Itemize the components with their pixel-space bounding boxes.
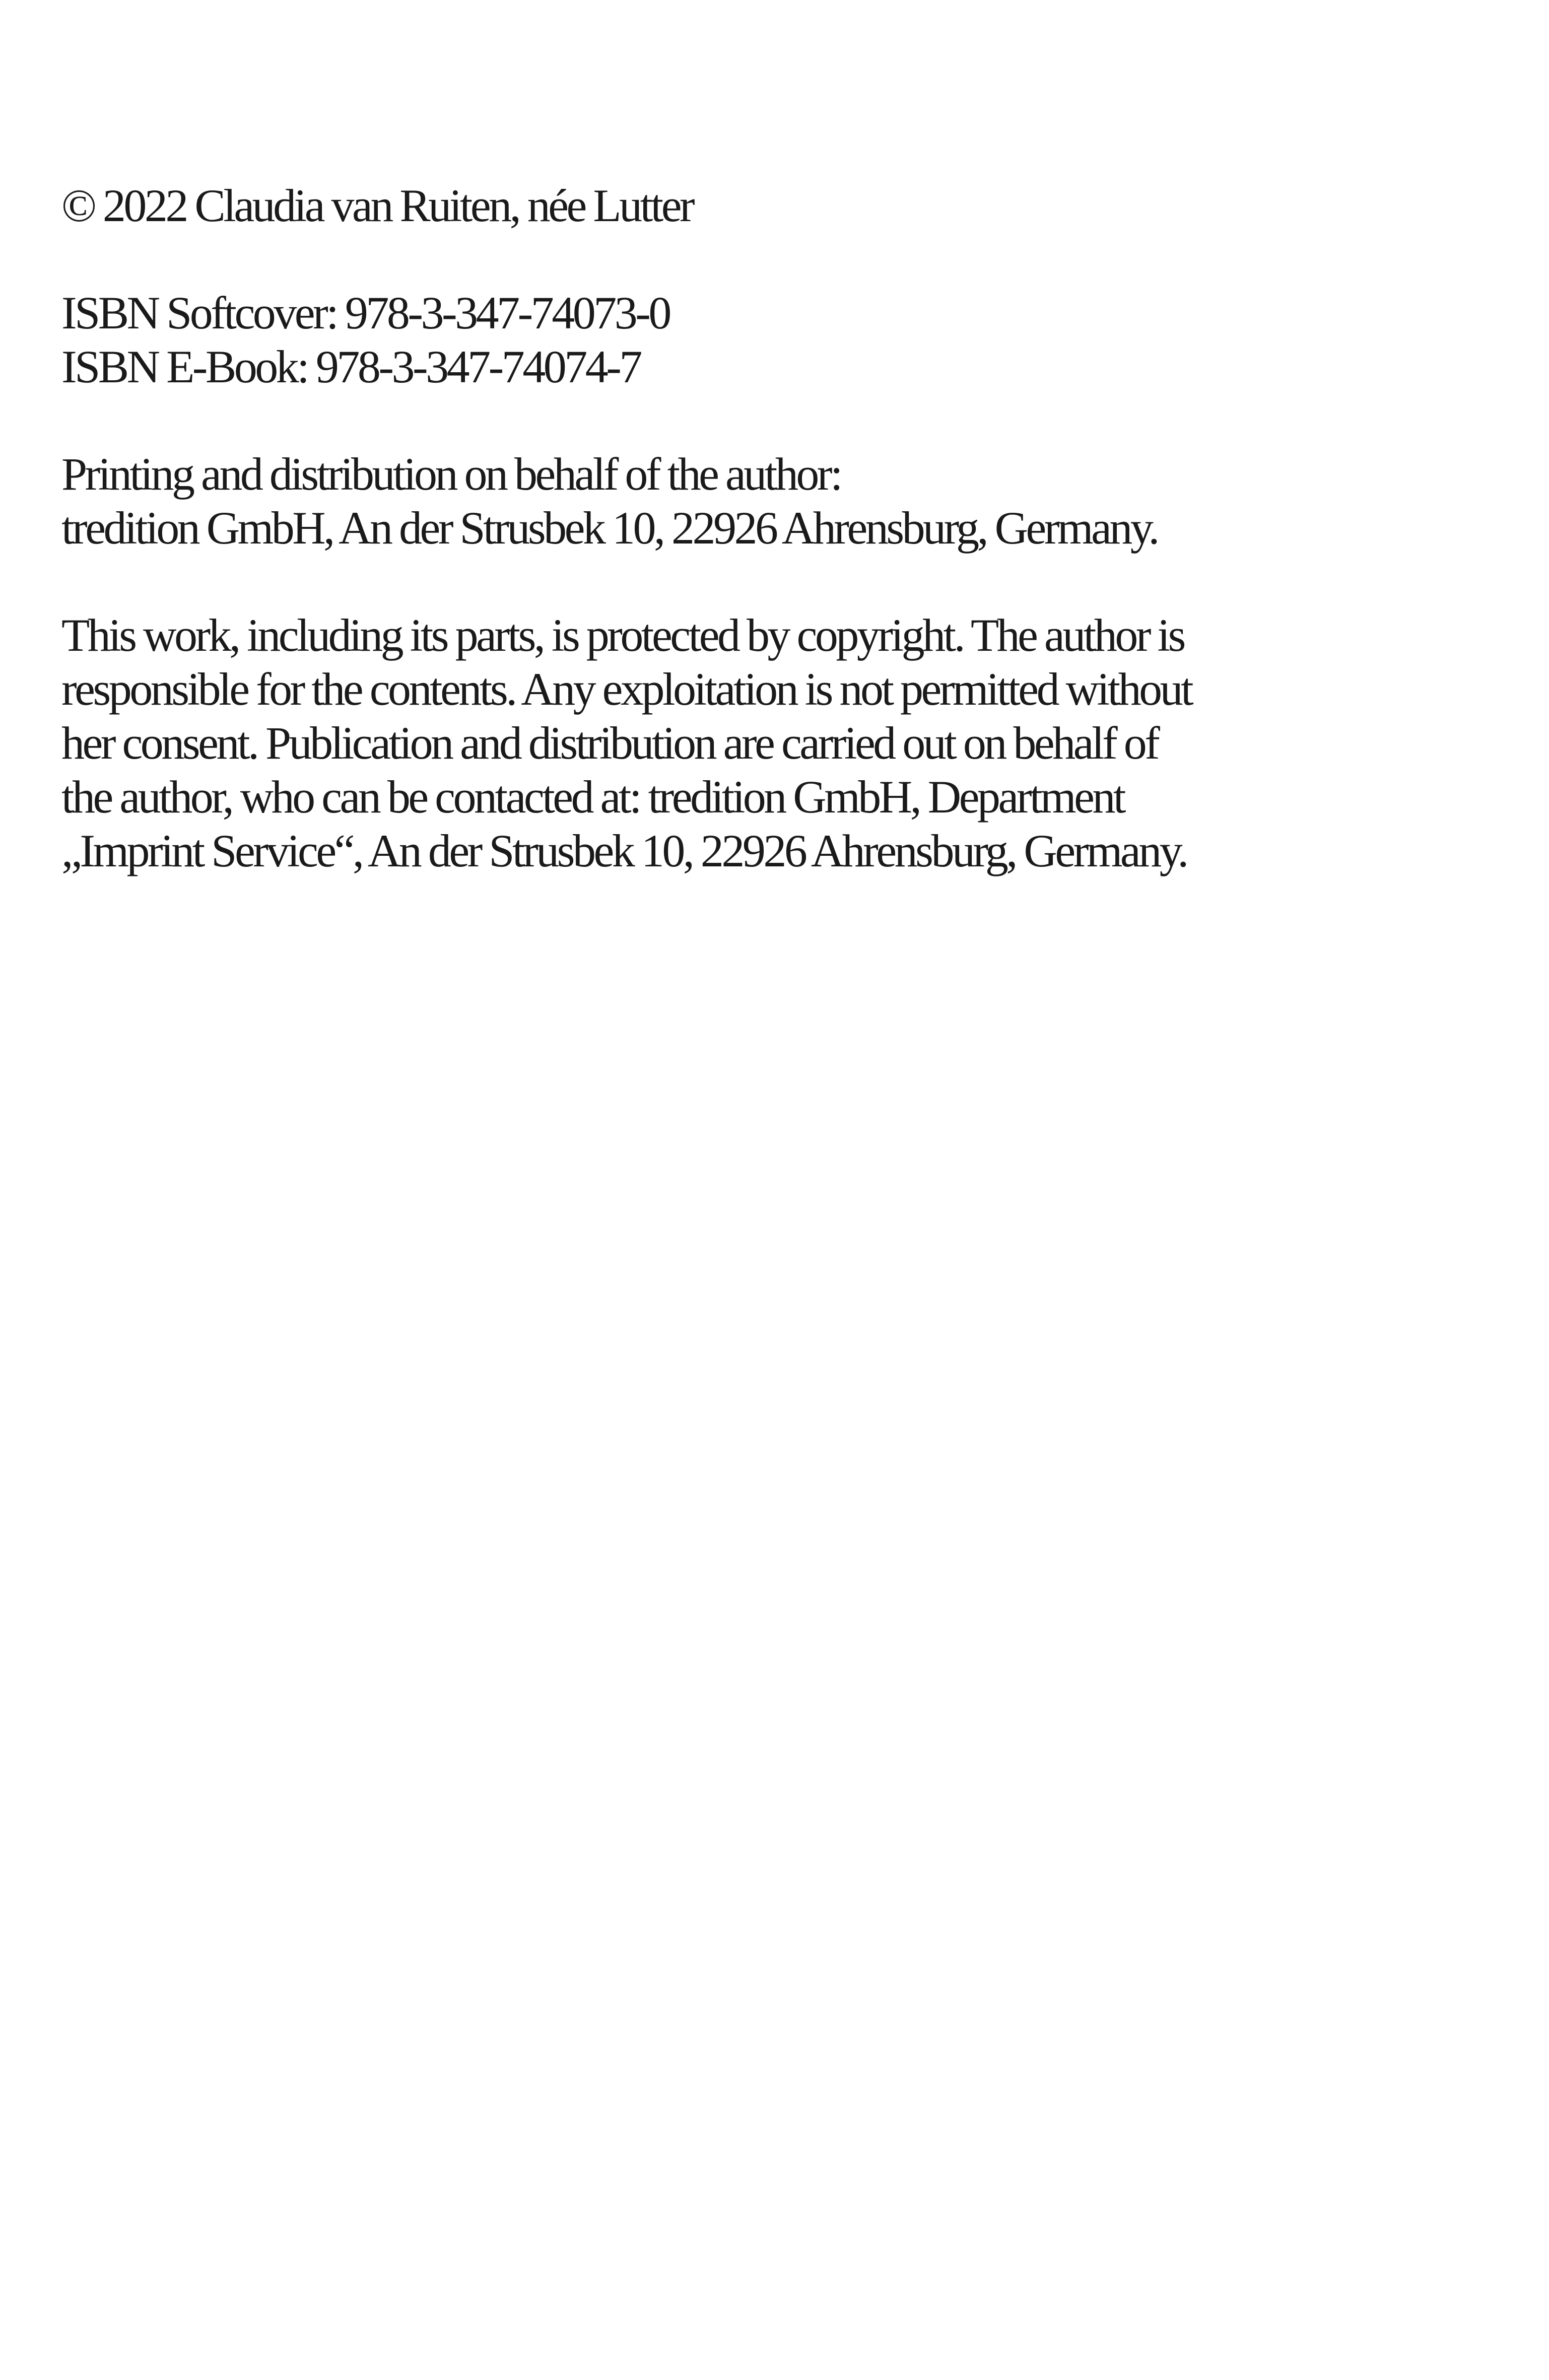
printing-distribution-section	[61, 447, 1422, 555]
legal-notice-line: her consent. Publication and distribution are carried out on behalf of	[61, 717, 1158, 769]
legal-notice-line: This work, including its parts, is protected by copyright. The author is	[61, 609, 1184, 661]
copyright-line: © 2022 Claudia van Ruiten, née Lutter	[61, 180, 693, 231]
legal-notice-line: responsible for the contents. Any exploitation is not permitted without	[61, 663, 1192, 715]
publisher-address-line: tredition GmbH, An der Strusbek 10, 22926 Ahrensburg, Germany.	[61, 502, 1158, 554]
isbn-softcover: ISBN Softcover: 978-3-347-74073-0	[61, 287, 669, 338]
copyright-notice	[61, 179, 1422, 233]
isbn-section	[61, 286, 1422, 394]
legal-notice-line: the author, who can be contacted at: tredition GmbH, Department	[61, 771, 1124, 823]
legal-notice-paragraph	[61, 608, 1422, 878]
printing-line: Printing and distribution on behalf of the author:	[61, 448, 841, 500]
isbn-ebook: ISBN E-Book: 978-3-347-74074-7	[61, 341, 640, 392]
legal-notice-line: „Imprint Service“, An der Strusbek 10, 22926 Ahrensburg, Germany.	[61, 825, 1187, 876]
